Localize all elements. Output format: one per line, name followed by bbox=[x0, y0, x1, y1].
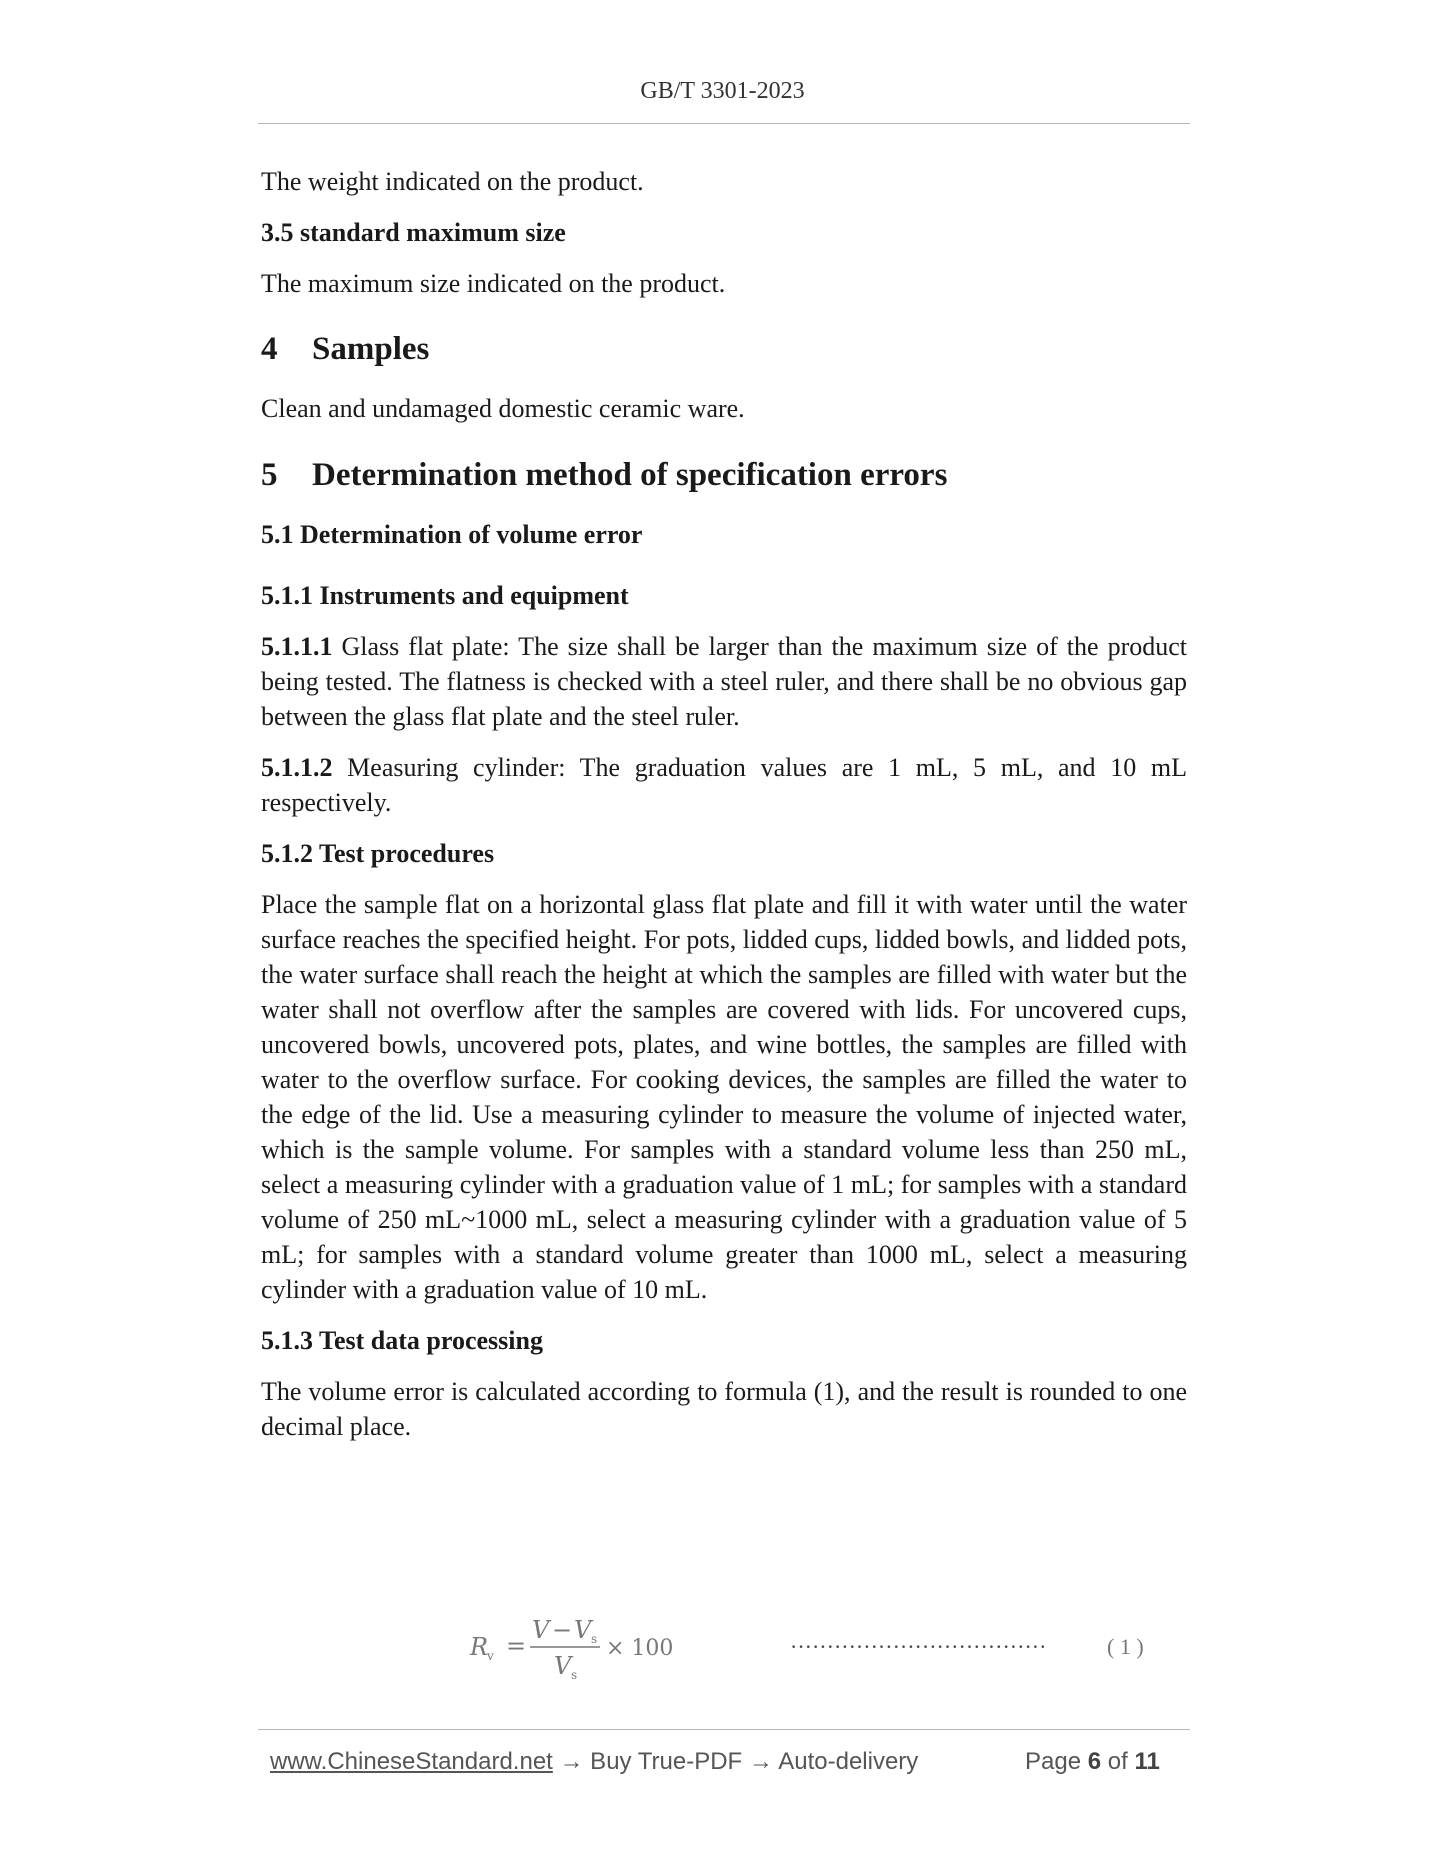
total-pages-number: 11 bbox=[1134, 1748, 1160, 1775]
formula-1-row bbox=[0, 1612, 1445, 1682]
clause-5-1-2-heading: 5.1.2 Test procedures bbox=[261, 839, 495, 868]
clause-5-1-1-heading: 5.1.1 Instruments and equipment bbox=[261, 581, 629, 610]
section-4-text: Clean and undamaged domestic ceramic ware. bbox=[261, 394, 745, 423]
formula-numerator-v: V bbox=[532, 1616, 550, 1644]
standard-code-header: GB/T 3301-2023 bbox=[640, 78, 805, 104]
formula-numerator-vs: V bbox=[574, 1616, 592, 1644]
header-rule bbox=[258, 123, 1190, 124]
clause-5-1-3-text: The volume error is calculated according to formula (1), and the result is rounded to one decimal place. bbox=[261, 1377, 1187, 1441]
section-5-number: 5 bbox=[261, 457, 278, 493]
formula-denominator-v: V bbox=[554, 1652, 572, 1680]
clause-5-1-1-1-text: Glass flat plate: The size shall be larger than the maximum size of the product being tested. The flatness is checked with a steel ruler, and there shall be no obvious gap between the glass flat plate and the steel ruler. bbox=[261, 632, 1187, 731]
formula-denominator-subscript: s bbox=[571, 1668, 578, 1682]
section-4-heading bbox=[261, 329, 1187, 369]
formula-minus: − bbox=[552, 1616, 573, 1644]
page-body bbox=[261, 164, 1187, 1444]
formula-lhs-subscript: v bbox=[487, 1649, 494, 1663]
clause-5-1-1-2-text: Measuring cylinder: The graduation values are 1 mL, 5 mL, and 10 mL respectively. bbox=[261, 753, 1187, 817]
current-page-number: 6 bbox=[1087, 1748, 1102, 1775]
clause-5-1-1-2-number: 5.1.1.2 bbox=[261, 753, 333, 782]
footer-promo bbox=[270, 1748, 918, 1776]
formula-graphic bbox=[470, 1612, 690, 1682]
clause-5-1-2-text: Place the sample flat on a horizontal glass flat plate and fill it with water until the water surface reaches the specified height. For pots, lidded cups, lidded bowls, and lidded pots, the water surface shall reach the height at which the samples are filled with water but the water shall not overflow after the samples are covered with lids. For uncovered cups, uncovered bowls, uncovered pots, plates, and wine bottles, the samples are filled with water to the overflow surface. For cooking devices, the samples are filled the water to the edge of the lid. Use a measuring cylinder to measure the volume of injected water, which is the sample volume. For samples with a standard volume less than 250 mL, select a measuring cylinder with a graduation value of 1 mL; for samples with a standard volume of 250 mL~1000 mL, select a measuring cylinder with a graduation value of 5 mL; for samples with a standard volume greater than 1000 mL, select a measuring cylinder with a graduation value of 10 mL. bbox=[261, 890, 1187, 1304]
section-5-heading bbox=[261, 455, 1187, 495]
formula-leader-dots: ··································· bbox=[790, 1634, 1047, 1659]
formula-number: ( 1 ) bbox=[1107, 1634, 1144, 1659]
section-4-number: 4 bbox=[261, 331, 278, 367]
chinesestandard-link[interactable]: www.ChineseStandard.net bbox=[270, 1748, 553, 1775]
clause-5-1-1-1-paragraph bbox=[261, 629, 1187, 734]
page-indicator bbox=[1025, 1748, 1160, 1776]
formula-numerator-subscript: s bbox=[591, 1632, 598, 1646]
footer-rule bbox=[258, 1729, 1190, 1730]
term-3-5-heading: 3.5 standard maximum size bbox=[261, 218, 566, 247]
of-label: of bbox=[1107, 1748, 1128, 1775]
formula-times-100: × 100 bbox=[606, 1636, 674, 1661]
section-4-title: Samples bbox=[312, 331, 430, 367]
clause-5-1-3-heading: 5.1.3 Test data processing bbox=[261, 1326, 543, 1355]
page-label: Page bbox=[1025, 1748, 1082, 1775]
clause-5-1-1-1-number: 5.1.1.1 bbox=[261, 632, 333, 661]
formula-equals: = bbox=[506, 1632, 527, 1660]
footer-promo-text: → Buy True-PDF → Auto-delivery bbox=[552, 1748, 919, 1775]
definition-3-5-text: The maximum size indicated on the product. bbox=[261, 269, 726, 298]
definition-3-4-text: The weight indicated on the product. bbox=[261, 167, 644, 196]
formula-lhs: R bbox=[470, 1633, 489, 1661]
clause-5-1-1-2-paragraph bbox=[261, 750, 1187, 820]
clause-5-1-heading: 5.1 Determination of volume error bbox=[261, 520, 643, 549]
section-5-title: Determination method of specification errors bbox=[312, 457, 948, 493]
volume-error-formula bbox=[470, 1612, 690, 1682]
